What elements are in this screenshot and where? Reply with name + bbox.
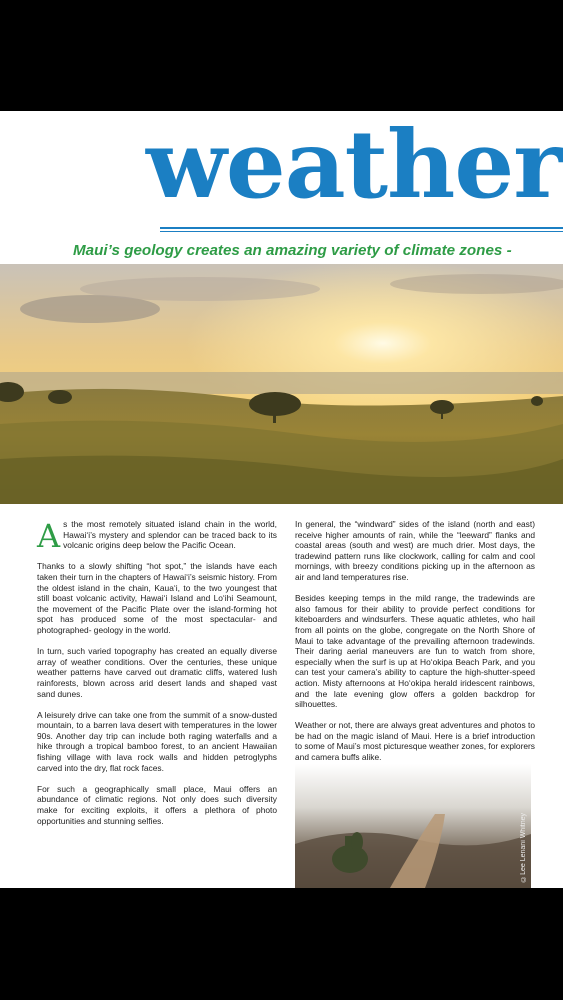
paragraph: As the most remotely situated island chain in the world, Hawai‘i’s mystery and splendor can be traced back to its volcanic origins deep below the Pacific Ocean. xyxy=(37,517,277,555)
paragraph: In general, the “windward” sides of the island (north and east) receive higher amounts of rain, while the “leeward” flanks and coastal areas (south and west) are much drier. Most days, the tradewind pattern runs like clockwork, calling for calm and cool mornings, with breezy conditions picking up in the afternoon as air and land temperatures rise. xyxy=(295,519,535,582)
paragraph: In turn, such varied topography has created an equally diverse array of weather conditions. Over the centuries, these unique weather patterns have carved out dramatic cliffs, watered lush rainforests, blown across arid desert lands and shaped vast sand dunes. xyxy=(37,646,277,699)
crater-trail-photo xyxy=(295,764,531,888)
photo-credit: ©Lee Lenani Whitney xyxy=(520,813,527,882)
paragraph: For such a geographically small place, Maui offers an abundance of climatic regions. Not only does such diversity make for exciting exploits, it offers a plethora of photo opportunities and stunning selfies. xyxy=(37,783,277,826)
magazine-page xyxy=(0,111,563,888)
sunset-landscape-photo xyxy=(0,264,563,504)
right-column xyxy=(295,519,535,773)
left-column xyxy=(37,519,277,837)
title-rule xyxy=(160,227,563,229)
paragraph: A leisurely drive can take one from the summit of a snow-dusted mountain, to a barren lava desert with temperatures in the lower 90s. Another day trip can include both raging waterfalls and a hike through a tropical bamboo forest, to an ancient Hawaiian fishing village with lava rock walls and hidden petroglyphs carved into the dry, flat rock faces. xyxy=(37,709,277,773)
paragraph: Thanks to a slowly shifting “hot spot,” the islands have each taken their turn in the chapters of Hawai‘i’s seismic history. From the oldest island in the chain, Kaua‘i, to the two youngest that still boast volcanic activity, Hawai‘i Island and Lo‘ihi Seamount, the movement of the Pacific Plate over the island-forming hot spot has produced some of the most spectacular- and photographed- geology in the world. xyxy=(37,561,277,635)
drop-cap: A xyxy=(37,517,61,555)
paragraph: Weather or not, there are always great adventures and photos to be had on the magic island of Maui. Here is a brief introduction to some of Maui’s most picturesque weather zones, for explorers and camera buffs alike. xyxy=(295,720,535,763)
paragraph: Besides keeping temps in the mild range, the tradewinds are also famous for their ability to provide perfect conditions for kiteboarders and windsurfers. These aquatic athletes, who hail from all points on the globe, congregate on the North Shore of Maui to take advantage of the prevailing afternoon tradewinds. Their daring aerial maneuvers are fun to watch from shore, especially when the surf is up at Ho‘okipa Beach Park, and you can test your camera’s ability to capture the high-shutter-speed action. Misty afternoons at Ho‘okipa herald iridescent rainbows, and the late evening glow offers a golden backdrop for silhouettes. xyxy=(295,593,535,710)
article-title: weather xyxy=(146,111,562,220)
title-rule-thin xyxy=(160,231,563,232)
article-subtitle: Maui’s geology creates an amazing variety of climate zones - xyxy=(73,242,512,259)
